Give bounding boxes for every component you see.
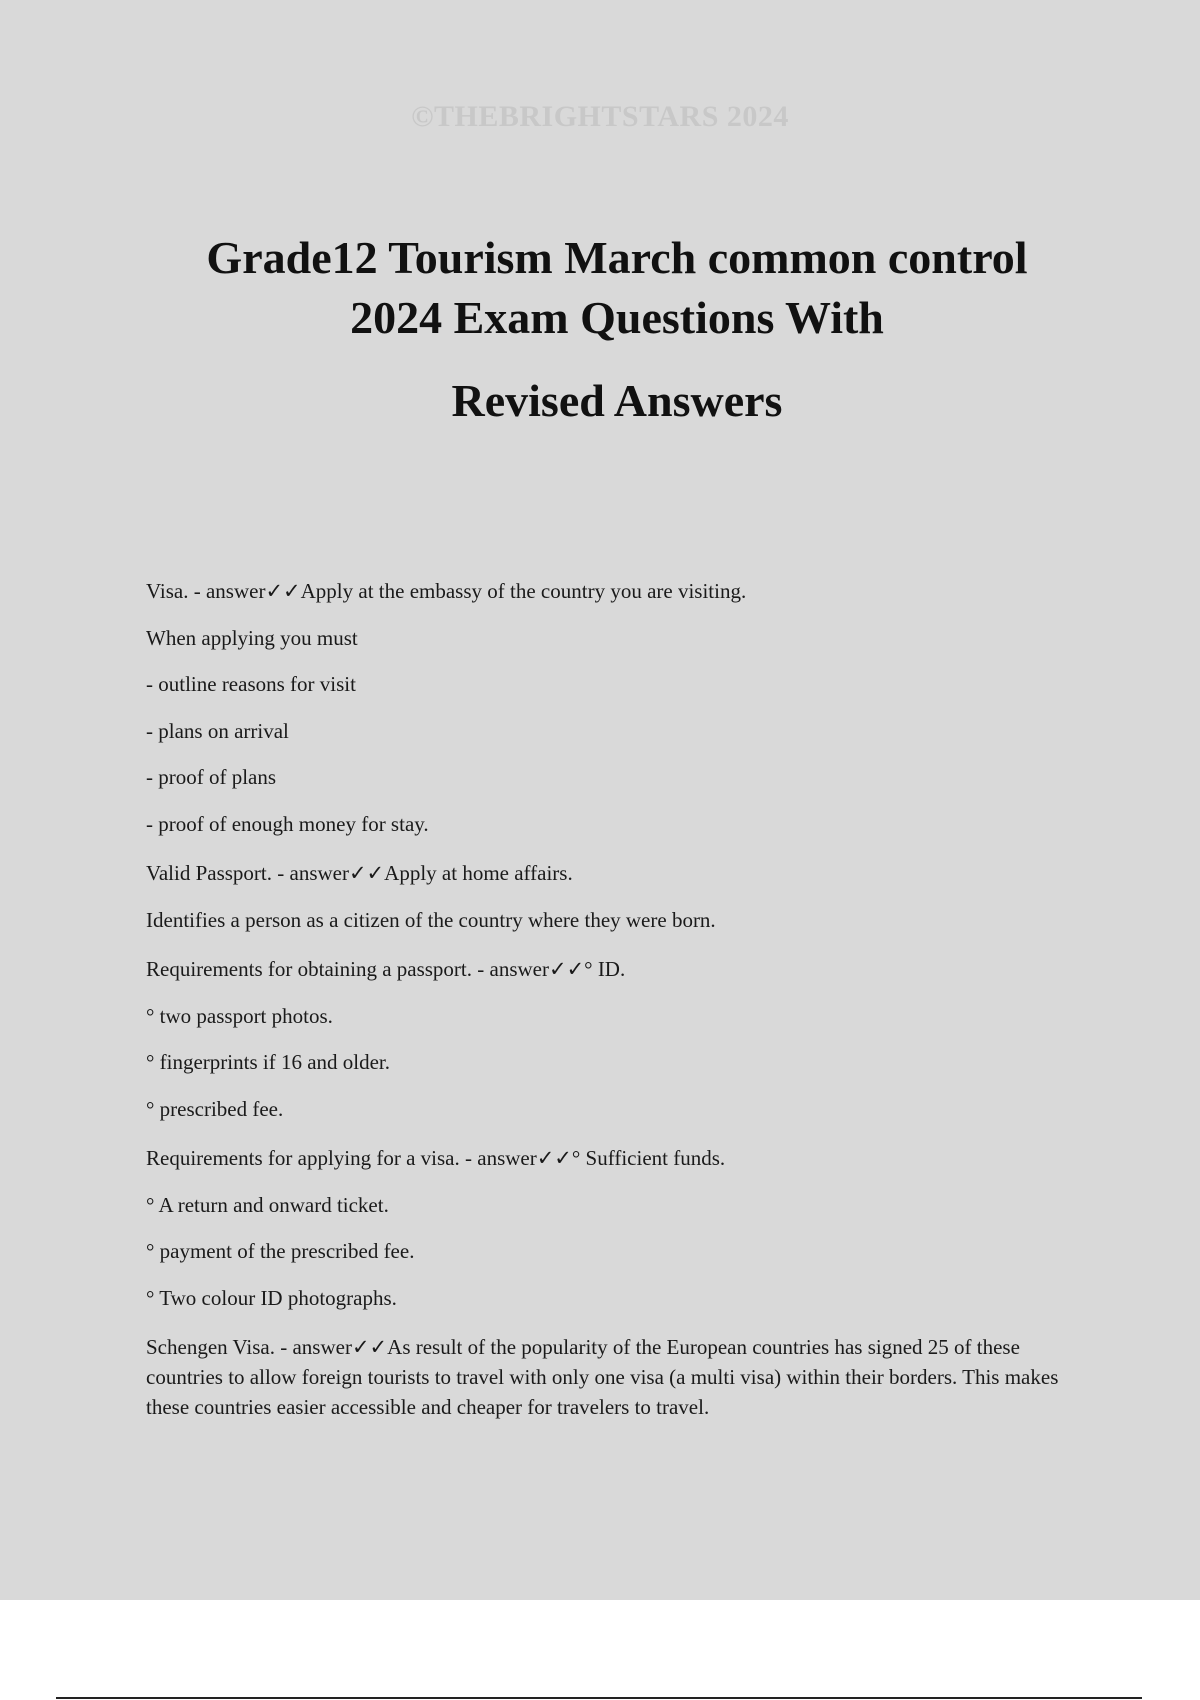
answer-valid-passport: Valid Passport. - answer✓✓Apply at home affairs. <box>146 861 573 885</box>
list-item: ° A return and onward ticket. <box>146 1192 389 1217</box>
list-item: ° payment of the prescribed fee. <box>146 1239 415 1263</box>
list-item: ° Two colour ID photographs. <box>146 1285 397 1310</box>
list-item: ° fingerprints if 16 and older. <box>146 1050 391 1074</box>
copyright-watermark: ©THEBRIGHTSTARS 2024 <box>411 100 789 133</box>
document-title <box>0 228 1200 431</box>
list-item: - proof of plans <box>146 765 277 789</box>
list-item: ° prescribed fee. <box>146 1096 284 1121</box>
footer-divider <box>56 1697 1142 1699</box>
body-line: When applying you must <box>146 625 358 650</box>
document-body <box>146 576 1096 1422</box>
answer-visa-requirements: Requirements for applying for a visa. - answer✓✓° Sufficient funds. <box>146 1146 726 1170</box>
title-line-3: Revised Answers <box>451 375 783 426</box>
list-item: - proof of enough money for stay. <box>146 811 429 836</box>
title-line-1: Grade12 Tourism March common control <box>206 232 1028 283</box>
list-item: - outline reasons for visit <box>146 672 356 696</box>
list-item: ° two passport photos. <box>146 1003 333 1028</box>
answer-passport-requirements: Requirements for obtaining a passport. - answer✓✓° ID. <box>146 957 626 981</box>
answer-visa: Visa. - answer✓✓Apply at the embassy of the country you are visiting. <box>146 579 747 603</box>
title-line-2: 2024 Exam Questions With <box>350 292 884 343</box>
list-item: - plans on arrival <box>146 718 289 743</box>
body-line: Identifies a person as a citizen of the country where they were born. <box>146 907 716 932</box>
answer-schengen-visa: Schengen Visa. - answer✓✓As result of the popularity of the European countries has signed 25 of these countries to allow foreign tourists to travel with only one visa (a multi visa) within their borders. This makes these countries easier accessible and cheaper for travelers to travel. <box>146 1335 1059 1419</box>
